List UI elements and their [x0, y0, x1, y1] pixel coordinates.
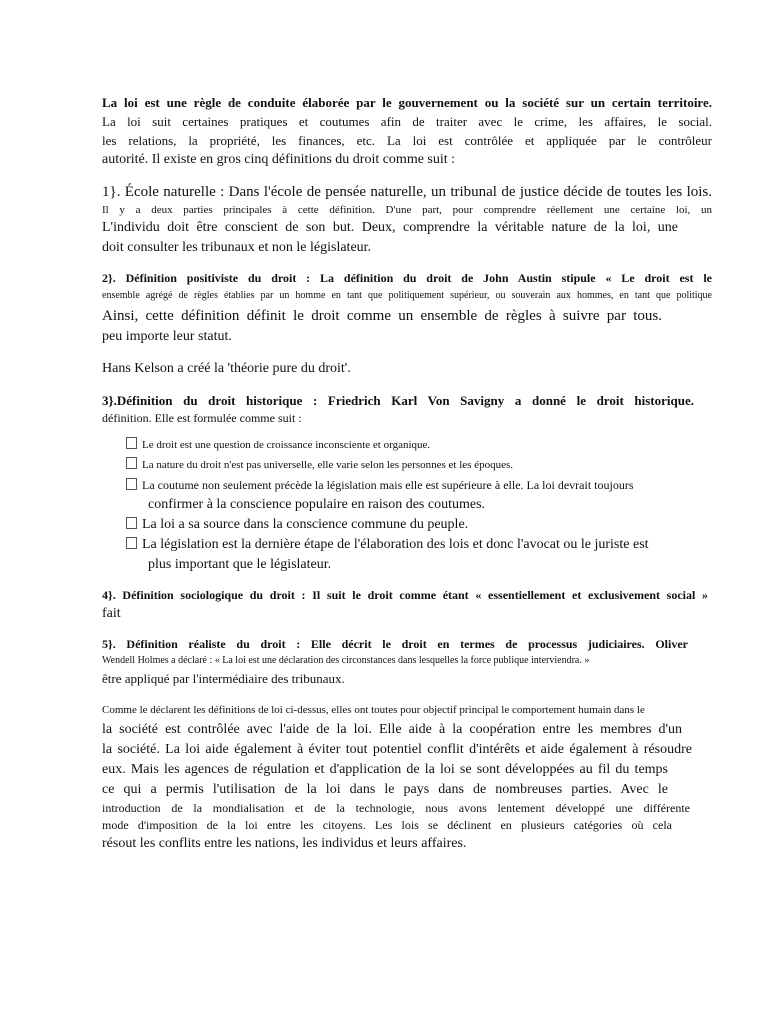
- definition-4: [102, 587, 712, 624]
- text-line: Hans Kelson a créé la 'théorie pure du droit'.: [102, 361, 351, 376]
- text-line: L'individu doit être conscient de son but. Deux, comprendre la véritable nature de la loi, une: [102, 220, 678, 235]
- list-item: La nature du droit n'est pas universelle, elle varie selon les personnes et les époques.: [126, 455, 712, 475]
- text-line: doit consulter les tribunaux et non le législateur.: [102, 240, 372, 255]
- text-line: la société est contrôlée avec l'aide de la loi. Elle aide à la coopération entre les membres d'un: [102, 722, 682, 737]
- intro-heading: La loi est une règle de conduite élaborée par le gouvernement ou la société sur un certain territoire.: [102, 95, 712, 110]
- text-line: La loi suit certaines pratiques et coutumes afin de traiter avec le crime, les affaires, le social.: [102, 114, 712, 129]
- text-line: être appliqué par l'intermédiaire des tribunaux.: [102, 671, 345, 686]
- text-line: Il y a deux parties principales à cette définition. D'une part, pour comprendre réellement une certaine loi, un: [102, 204, 712, 216]
- definition-heading: 5}. Définition réaliste du droit : Elle décrit le droit en termes de processus judiciaires. Oliver: [102, 637, 688, 651]
- text-line: introduction de la mondialisation et de la technologie, nous avons lentement développé une différente: [102, 801, 690, 815]
- text-line: résout les conflits entre les nations, les individus et leurs affaires.: [102, 836, 467, 851]
- list-item: La législation est la dernière étape de l'élaboration des lois et donc l'avocat ou le juriste est: [126, 535, 712, 555]
- text-line: ensemble agrégé de règles établies par un homme en tant que politiquement supérieur, ou souverain aux hommes, en tant que politique: [102, 290, 712, 301]
- text-line: Wendell Holmes a déclaré : « La loi est une déclaration des circonstances dans lesquelles la force publique interviendra. »: [102, 655, 590, 666]
- text-line: eux. Mais les agences de régulation et d'application de la loi se sont développées au fil du temps: [102, 762, 668, 777]
- text-line: mode d'imposition de la loi entre les citoyens. Les lois se déclinent en plusieurs catégories où cela: [102, 818, 672, 832]
- conclusion-paragraph: [102, 700, 712, 854]
- definition-1: [102, 182, 712, 258]
- definition-3: [102, 391, 712, 575]
- text-line: Ainsi, cette définition définit le droit comme un ensemble de règles à suivre par tous.: [102, 308, 662, 324]
- text-line: autorité. Il existe en gros cinq définitions du droit comme suit :: [102, 152, 456, 167]
- bullet-list: [102, 435, 712, 575]
- checkbox-glyph-icon: [126, 517, 137, 529]
- text-line: la société. La loi aide également à éviter tout potentiel conflit d'intérêts et aide également à résoudre: [102, 742, 692, 757]
- definition-2: [102, 270, 712, 379]
- text-line: Comme le déclarent les définitions de loi ci-dessus, elles ont toutes pour objectif principal le comportement humain dans le: [102, 704, 645, 716]
- definition-5: [102, 636, 712, 688]
- checkbox-glyph-icon: [126, 478, 137, 490]
- list-item: La coutume non seulement précède la législation mais elle est supérieure à elle. La loi devrait toujours: [126, 475, 712, 495]
- definition-heading: 2}. Définition positiviste du droit : La définition du droit de John Austin stipule « Le droit est le: [102, 271, 712, 285]
- text-line: peu importe leur statut.: [102, 329, 232, 344]
- list-item-continuation: plus important que le législateur.: [148, 557, 332, 572]
- document-page: [102, 93, 712, 854]
- checkbox-glyph-icon: [126, 437, 137, 449]
- text-line: fait: [102, 606, 121, 621]
- list-item: Le droit est une question de croissance inconsciente et organique.: [126, 435, 712, 455]
- list-item-continuation: confirmer à la conscience populaire en raison des coutumes.: [148, 497, 486, 512]
- checkbox-glyph-icon: [126, 537, 137, 549]
- definition-heading: 4}. Définition sociologique du droit : Il suit le droit comme étant « essentiellement et exclusivement social »: [102, 588, 708, 602]
- checkbox-glyph-icon: [126, 457, 137, 469]
- list-item: La loi a sa source dans la conscience commune du peuple.: [126, 515, 712, 535]
- text-line: définition. Elle est formulée comme suit :: [102, 411, 302, 425]
- definition-heading: 1}. École naturelle : Dans l'école de pensée naturelle, un tribunal de justice décide de toutes les lois.: [102, 184, 712, 200]
- text-line: les relations, la propriété, les finances, etc. La loi est contrôlée et appliquée par le contrôleur: [102, 133, 712, 148]
- text-line: ce qui a permis l'utilisation de la loi dans le pays dans de nombreuses parties. Avec le: [102, 782, 668, 797]
- intro-paragraph: [102, 93, 712, 170]
- definition-heading: 3}.Définition du droit historique : Friedrich Karl Von Savigny a donné le droit historique.: [102, 393, 694, 408]
